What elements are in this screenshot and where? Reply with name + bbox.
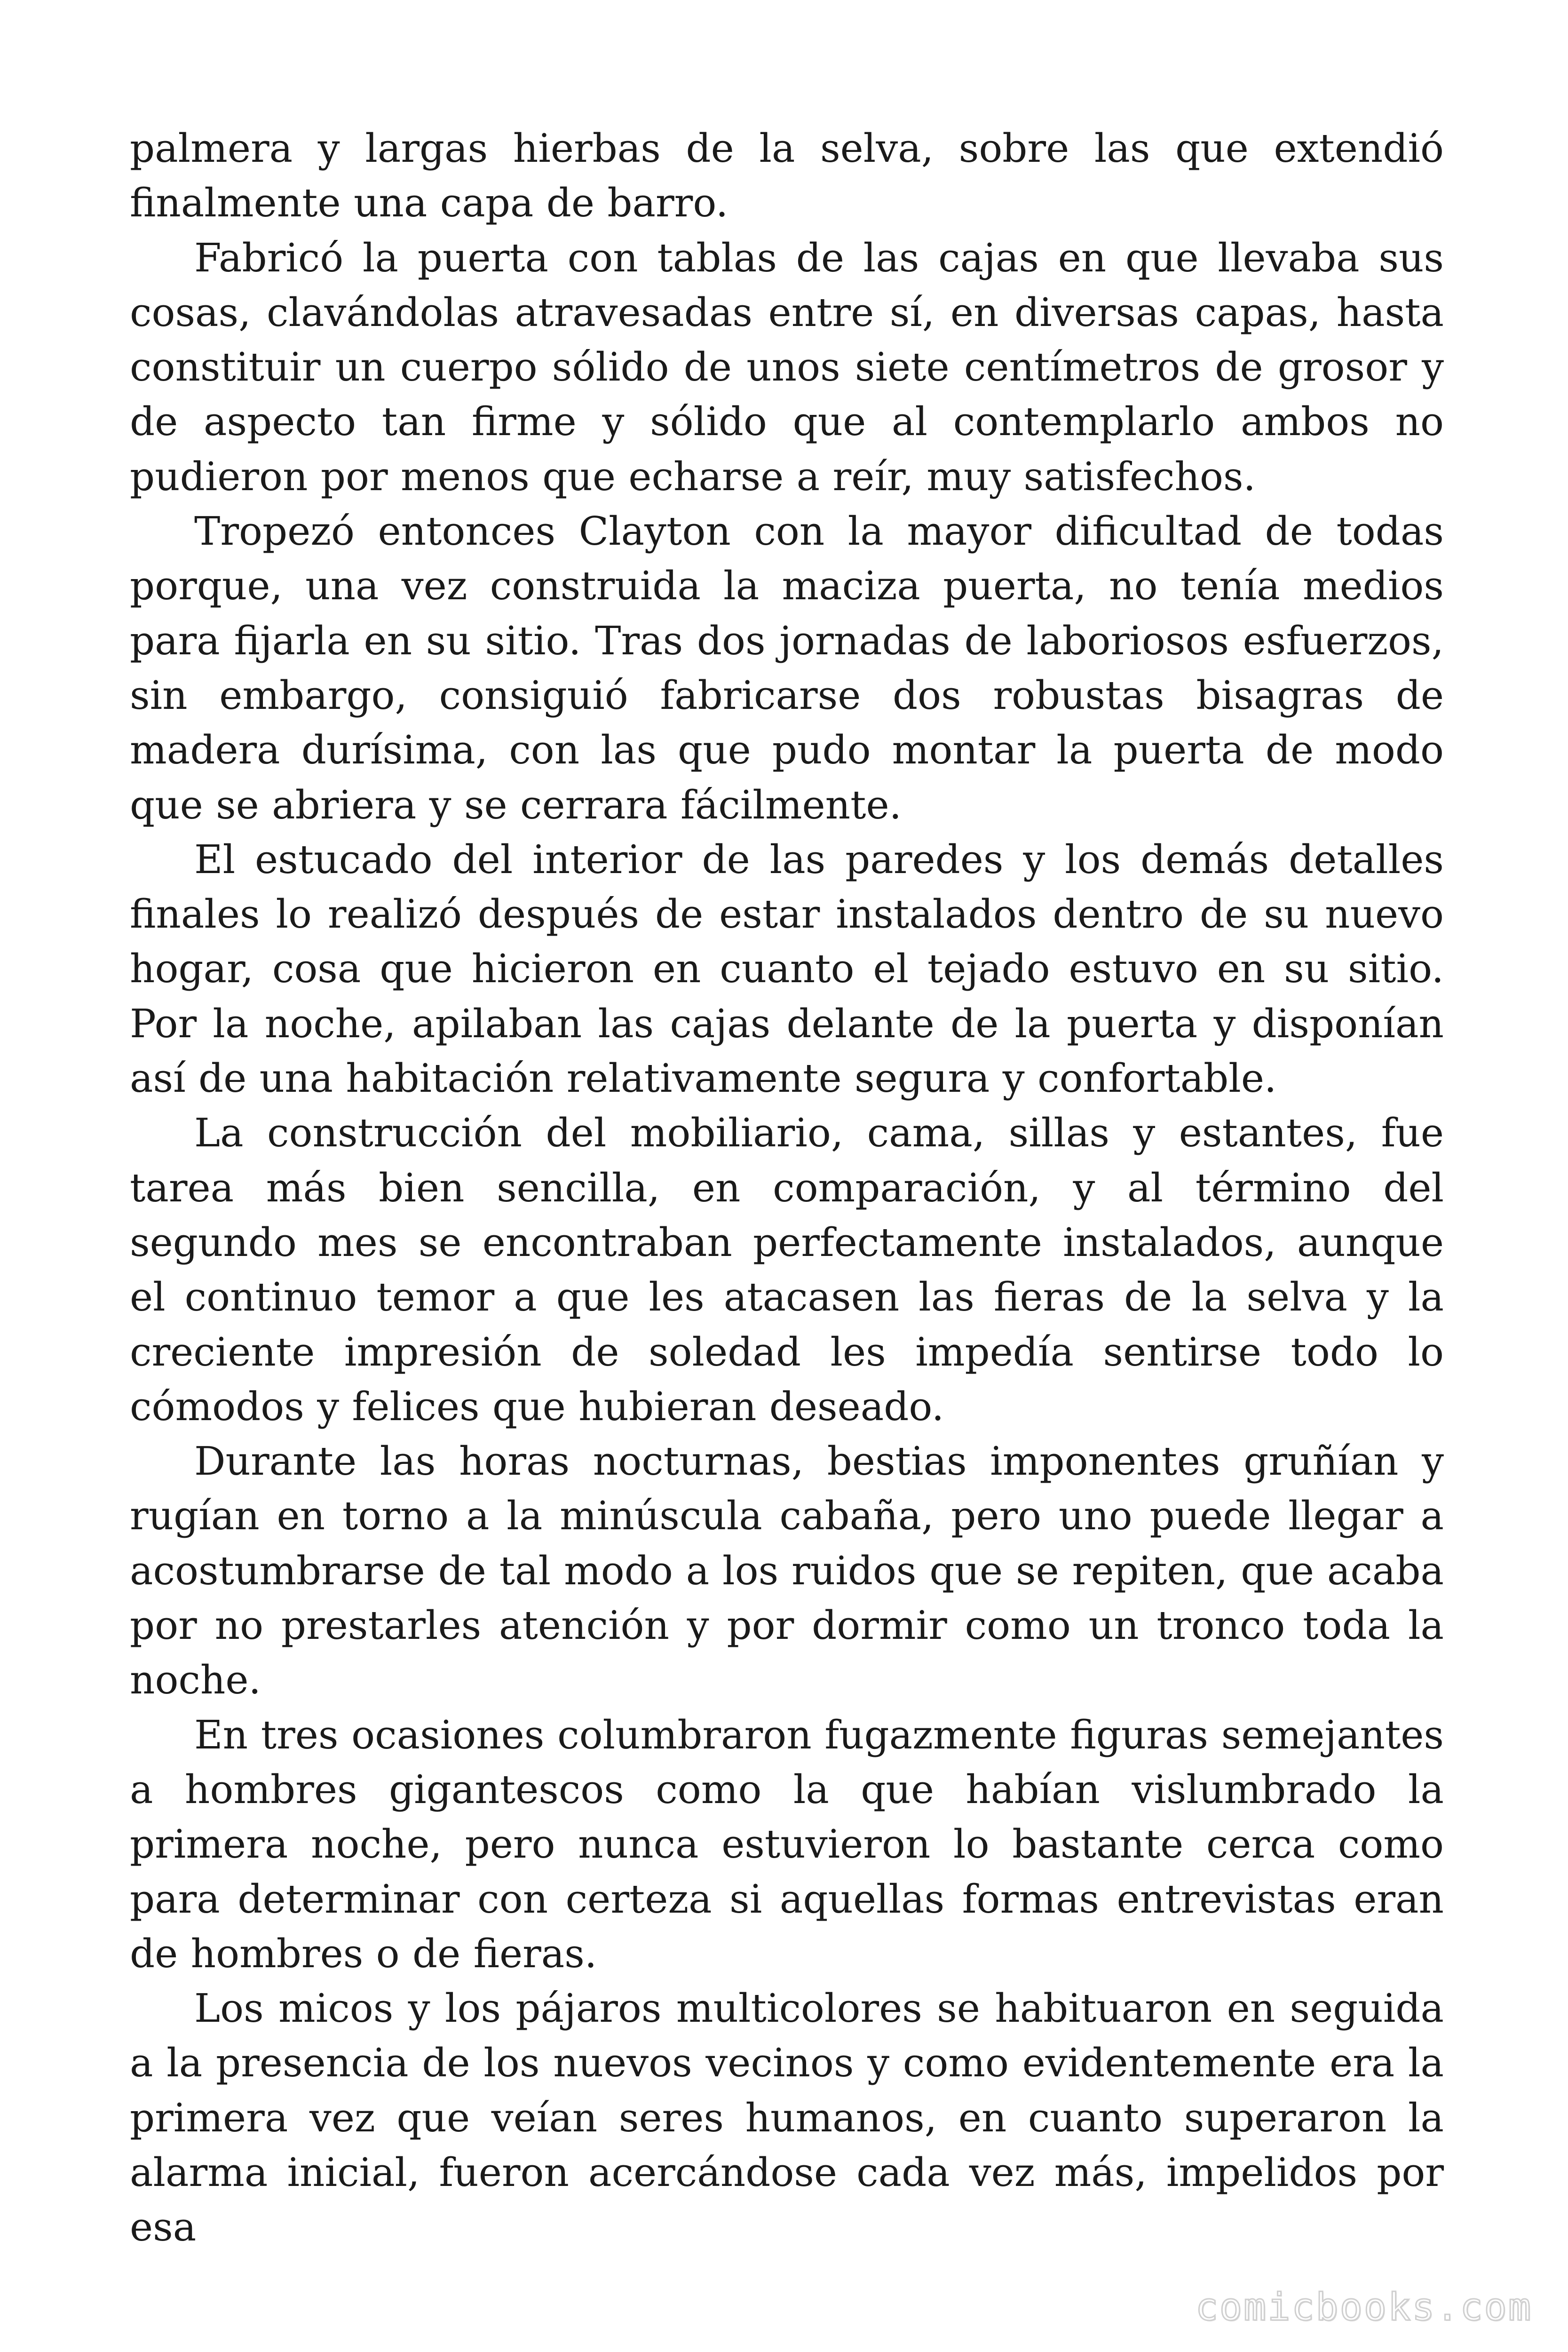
paragraph: En tres ocasiones columbraron fugazmente figuras semejantes a hombres gigantescos como la que habían vislumbrado la primera noche, pero nunca estuvieron lo bastante cerca como para determinar con certeza si aquellas formas entrevistas eran de hombres o de fieras. <box>130 1712 1444 1977</box>
paragraph: Durante las horas nocturnas, bestias imponentes gruñían y rugían en torno a la minúscula cabaña, pero uno puede llegar a acostumbrarse de tal modo a los ruidos que se repiten, que acaba por no prestarles atención y por dormir como un tronco toda la noche. <box>130 1438 1444 1703</box>
watermark: comicbooks.com <box>1195 2285 1532 2329</box>
paragraph-continuation: palmera y largas hierbas de la selva, sobre las que extendió finalmente una capa de barro. <box>130 126 1444 226</box>
paragraph: Los micos y los pájaros multicolores se habituaron en seguida a la presencia de los nuevos vecinos y como evidentemente era la primera vez que veían seres humanos, en cuanto superaron la alarma inicial, fueron acercándose cada vez más, impelidos por esa <box>130 1986 1444 2250</box>
paragraph: Fabricó la puerta con tablas de las cajas en que llevaba sus cosas, clavándolas atravesadas entre sí, en diversas capas, hasta constituir un cuerpo sólido de unos siete centímetros de grosor y de aspecto tan firme y sólido que al contemplarlo ambos no pudieron por menos que echarse a reír, muy satisfechos. <box>130 235 1444 500</box>
paragraph: Tropezó entonces Clayton con la mayor dificultad de todas porque, una vez construida la maciza puerta, no tenía medios para fijarla en su sitio. Tras dos jornadas de laboriosos esfuerzos, sin embargo, consiguió fabricarse dos robustas bisagras de madera durísima, con las que pudo montar la puerta de modo que se abriera y se cerrara fácilmente. <box>130 509 1444 828</box>
paragraph: La construcción del mobiliario, cama, sillas y estantes, fue tarea más bien sencilla, en comparación, y al término del segundo mes se encontraban perfectamente instalados, aunque el continuo temor a que les atacasen las fieras de la selva y la creciente impresión de soledad les impedía sentirse todo lo cómodos y felices que hubieran deseado. <box>130 1110 1444 1430</box>
page-body <box>130 121 1444 2255</box>
paragraph: El estucado del interior de las paredes y los demás detalles finales lo realizó después de estar instalados dentro de su nuevo hogar, cosa que hicieron en cuanto el tejado estuvo en su sitio. Por la noche, apilaban las cajas delante de la puerta y disponían así de una habitación relativamente segura y confortable. <box>130 836 1444 1102</box>
